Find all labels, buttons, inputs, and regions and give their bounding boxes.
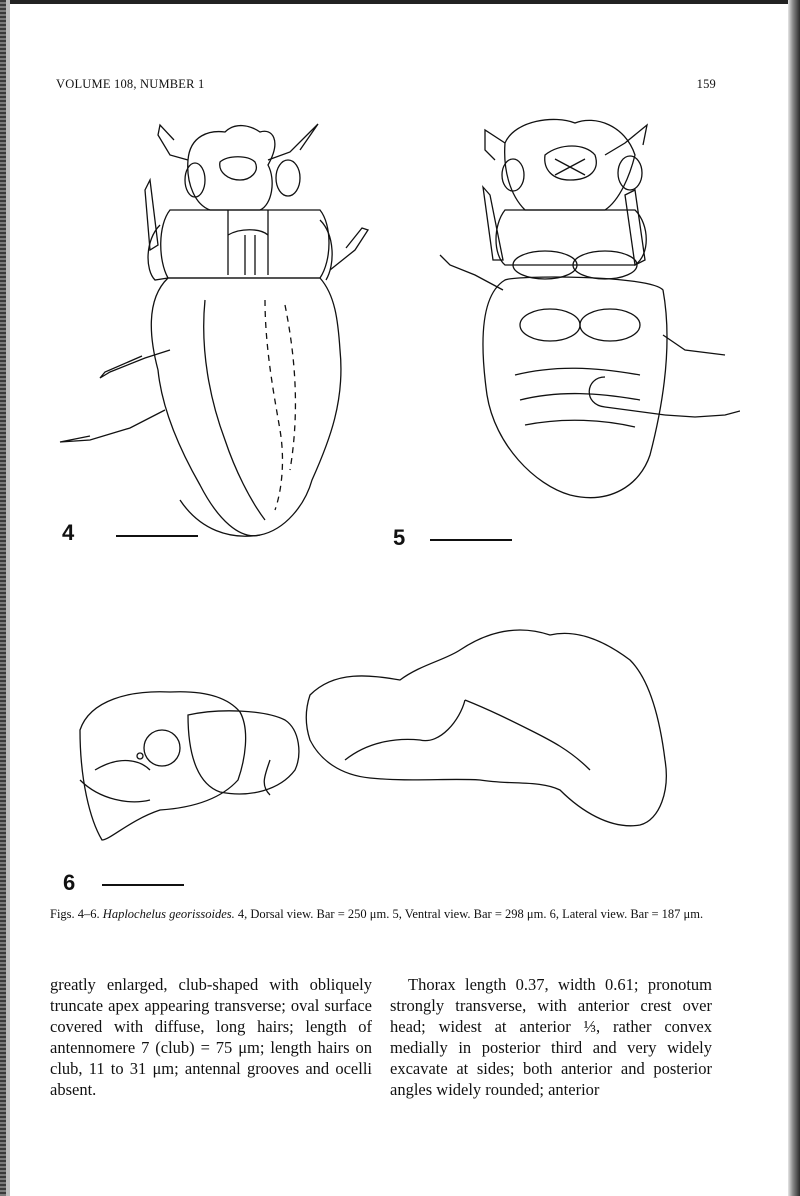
figure-4-label: 4 xyxy=(62,520,75,545)
figure-plate xyxy=(50,100,750,900)
figure-5-label: 5 xyxy=(393,525,406,550)
figure-6-lateral-drawing xyxy=(70,620,720,860)
figure-6-scale-bar xyxy=(102,884,184,886)
body-text-left-column: greatly enlarged, club-shaped with obliquely truncate apex appearing transverse; oval surface covered with diffuse, long hairs; length of antennomere 7 (club) = 75 μm; length hairs on club, 11 to 31 μm; antennal grooves and ocelli absent. xyxy=(50,975,372,1099)
scan-edge-right xyxy=(788,0,800,1196)
scan-shadow-left xyxy=(6,0,10,1196)
figure-caption xyxy=(50,906,712,922)
figure-4-scale-bar xyxy=(116,535,198,537)
page-number: 159 xyxy=(696,77,716,91)
body-text-right-column: Thorax length 0.37, width 0.61; pronotum strongly transverse, with anterior crest over head; widest at anterior ⅓, rather convex medially in posterior third and very widely excavate at sides; both anterior and posterior angles widely rounded; anterior xyxy=(390,975,712,1099)
journal-volume: VOLUME 108, NUMBER 1 xyxy=(56,77,205,91)
figure-6-label: 6 xyxy=(63,870,76,895)
figure-5-scale-bar xyxy=(430,539,512,541)
running-header xyxy=(56,77,716,97)
caption-prefix: Figs. 4–6. xyxy=(50,907,100,921)
caption-text: 4, Dorsal view. Bar = 250 μm. 5, Ventral view. Bar = 298 μm. 6, Lateral view. Bar = 187 μm. xyxy=(237,907,704,921)
figure-4-dorsal-drawing xyxy=(50,110,380,540)
scan-edge-top xyxy=(0,0,800,4)
caption-species: Haplochelus georissoides. xyxy=(102,907,235,921)
figure-5-ventral-drawing xyxy=(395,115,740,535)
